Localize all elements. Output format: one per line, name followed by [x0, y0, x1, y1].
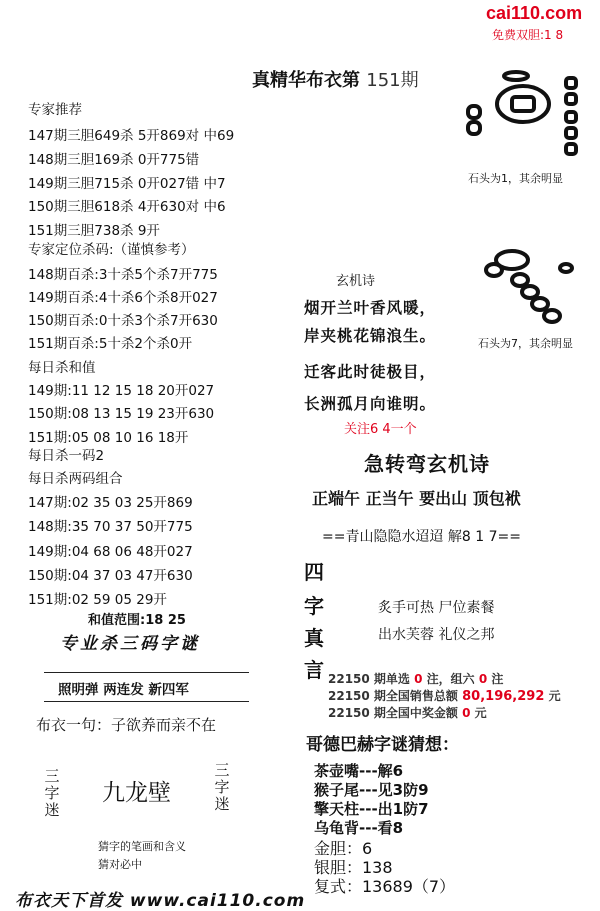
poem-line: 长洲孤月向谁明。: [304, 395, 437, 413]
page-title: [252, 66, 419, 92]
idiom-line: 正端午 正当午 要出山 顶包袱: [312, 489, 521, 508]
phrase-line: 炙手可热 尸位素餐: [378, 600, 495, 616]
kill-one: 每日杀一码2: [28, 448, 105, 464]
stone-figure-1: [458, 64, 588, 168]
sum-range: 和值范围:18 25: [88, 613, 186, 628]
riddle-note: 猜字的笔画和含义: [98, 840, 186, 853]
lottery-label: 22150 期全国销售总额: [328, 689, 458, 703]
sum-line: 149期:11 12 15 18 20开027: [28, 383, 215, 399]
right-vertical-label: 三字迷: [214, 761, 230, 813]
expert-line: 148期三胆169杀 0开775错: [28, 152, 200, 168]
expert-heading: 专家推荐: [28, 102, 82, 118]
lottery-value: 0: [462, 706, 471, 720]
riddle-big-word: 九龙壁: [102, 780, 171, 806]
pair-line: 148期:35 70 37 50开775: [28, 519, 193, 535]
poem-line: 烟开兰叶香风暖，: [304, 299, 437, 317]
goldbach-line: 乌龟背---看8: [314, 819, 404, 837]
sum-heading: 每日杀和值: [28, 360, 96, 376]
left-vertical-label: 三字迷: [44, 767, 60, 819]
pair-line: 149期:04 68 06 48开027: [28, 544, 193, 560]
poem-focus: 关注6 4一个: [344, 422, 417, 437]
compound-pick: 复式：13689（7）: [314, 877, 456, 896]
silver-dan: 银胆：138: [314, 858, 393, 877]
position-line: 149期百杀:4十杀6个杀8开027: [28, 290, 218, 306]
position-heading: 专家定位杀码:（谨慎参考）: [28, 242, 195, 258]
lottery-line-1: [328, 670, 503, 687]
phrase-line: 出水芙蓉 礼仪之邦: [378, 627, 495, 643]
lottery-unit: 注: [491, 672, 504, 686]
sum-line: 151期:05 08 10 16 18开: [28, 430, 189, 446]
brand-site[interactable]: cai110.com: [486, 3, 583, 23]
expert-line: 150期三胆618杀 4开630对 中6: [28, 199, 226, 215]
lottery-value: 0: [478, 672, 488, 686]
stone-caption-2: 石头为7，其余明显: [478, 337, 573, 350]
sizi-char: 四: [304, 560, 324, 584]
lottery-value: 0: [414, 672, 423, 686]
expert-line: 149期三胆715杀 0开027错 中7: [28, 176, 226, 192]
lottery-value: 80,196,292: [462, 689, 545, 704]
riddle-note-2: 猜对必中: [98, 858, 142, 871]
footer-banner: 布衣天下首发 www.cai110.com: [15, 891, 306, 911]
expert-line: 151期三胆738杀 9开: [28, 223, 160, 239]
expert-line: 147期三胆649杀 5开869对 中69: [28, 128, 235, 144]
lottery-unit: 元: [474, 706, 487, 720]
position-line: 151期百杀:5十杀2个杀0开: [28, 336, 193, 352]
pair-line: 150期:04 37 03 47开630: [28, 568, 193, 584]
stone-caption-1: 石头为1，其余明显: [468, 172, 563, 185]
lottery-label: 注，组六: [426, 672, 475, 686]
pair-line: 151期:02 59 05 29开: [28, 592, 167, 608]
goldbach-title: 哥德巴赫字谜猜想：: [306, 735, 459, 755]
lottery-label: 22150 期全国中奖金额: [328, 706, 458, 720]
riddle-line: ==青山隐隐水迢迢 解8 1 7==: [322, 529, 521, 545]
position-line: 150期百杀:0十杀3个杀7开630: [28, 313, 218, 329]
poem-line: 岸夹桃花锦浪生。: [304, 327, 437, 345]
poem-line: 迁客此时徒极目，: [304, 363, 437, 381]
gold-dan: 金胆：6: [314, 839, 373, 858]
sizi-char: 真: [304, 626, 324, 650]
sum-line: 150期:08 13 15 19 23开630: [28, 406, 215, 422]
sizi-char: 字: [304, 594, 324, 618]
pair-line: 147期:02 35 03 25开869: [28, 495, 193, 511]
hint-box-text: 照明弹 两连发 新四军: [58, 682, 189, 698]
title-text: 真精华布衣第: [252, 70, 360, 91]
stone-figure-2: [482, 240, 582, 330]
title-issue: 151期: [366, 70, 419, 91]
lottery-line-3: [328, 704, 487, 721]
lottery-label: 22150 期单选: [328, 672, 410, 686]
poem-heading: 玄机诗: [336, 274, 376, 289]
sizi-char: 言: [304, 658, 324, 682]
brand-subtitle: 免费双胆:1 8: [492, 28, 564, 42]
goldbach-line: 茶壶嘴---解6: [314, 762, 404, 780]
pair-heading: 每日杀两码组合: [28, 471, 123, 487]
lottery-line-2: [328, 687, 561, 704]
section-heading: 急转弯玄机诗: [364, 452, 490, 476]
calligraphy-title: 专业杀三码字谜: [60, 634, 200, 654]
position-line: 148期百杀:3十杀5个杀7开775: [28, 267, 218, 283]
goldbach-line: 猴子尾---见3防9: [314, 781, 429, 799]
goldbach-line: 擎天柱---出1防7: [314, 800, 429, 818]
lottery-unit: 元: [548, 689, 561, 703]
buyi-sentence: 布衣一句：子欲养而亲不在: [36, 716, 217, 734]
